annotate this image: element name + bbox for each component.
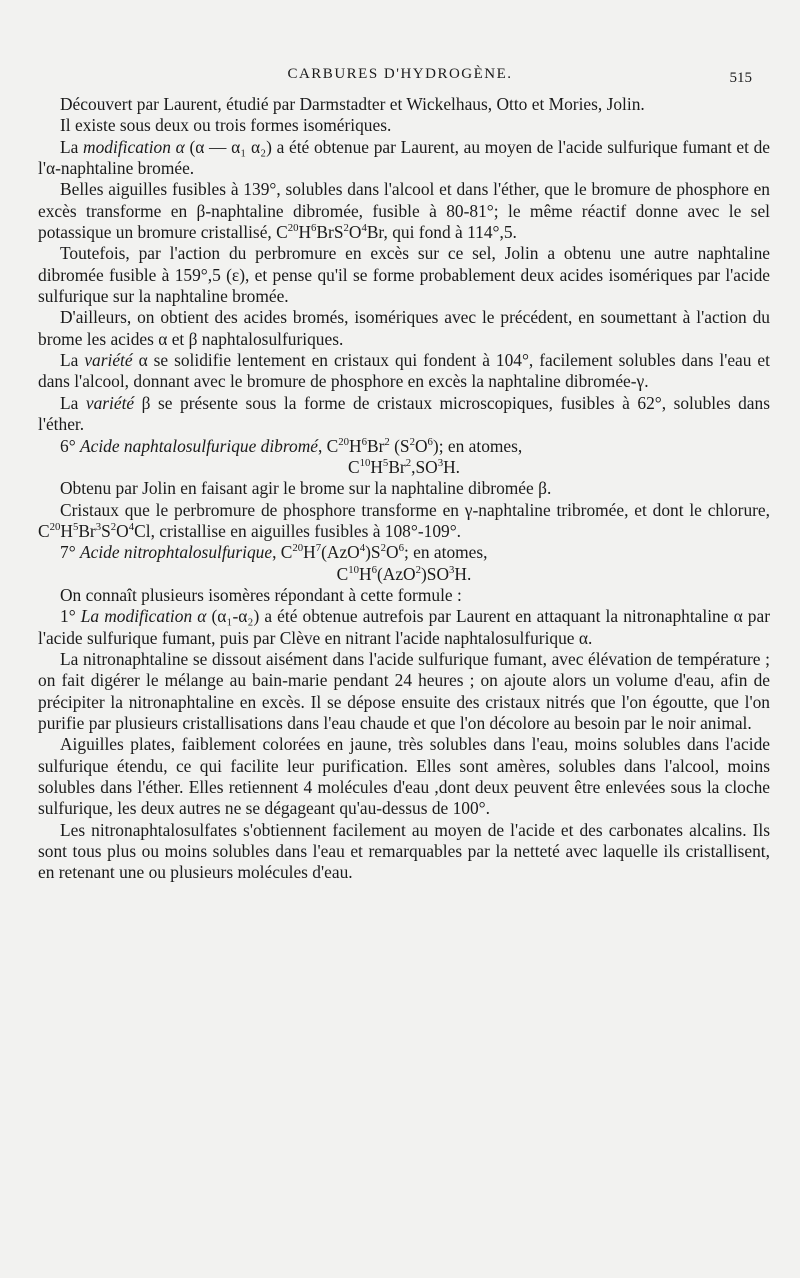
paragraph: Il existe sous deux ou trois formes isomériques. — [60, 115, 392, 136]
formula: $C^{10}H^6(AzO^2)SO^3H$. — [336, 563, 472, 584]
paragraph: Belles aiguilles fusibles à 139°, solubles dans l'alcool et dans l'éther, que le bromure de phosphore en excès transforme en β-naphtaline dibromée, fusible à 80-81°; le même réactif donne avec le sel potassique un bromure cristallisé, $C^{20}H^6BrS^2O^4Br$, qui fond à 114°,5. — [38, 179, 770, 243]
paragraph: La variété α se solidifie lentement en cristaux qui fondent à 104°, facilement solubles dans l'eau et dans l'alcool, donnant avec le bromure de phosphore en excès la naphtaline dibromée-γ. — [38, 350, 770, 392]
paragraph: Découvert par Laurent, étudié par Darmstadter et Wickelhaus, Otto et Mories, Jolin. — [60, 94, 645, 114]
formula: $C^{10}H^5Br^2,SO^3H$. — [347, 456, 460, 477]
page-number: 515 — [729, 70, 752, 86]
paragraph: Les nitronaphtalosulfates s'obtiennent facilement au moyen de l'acide et des carbonates alcalins. Ils sont tous plus ou moins solubles dans l'eau et remarquables par la netteté avec laquelle ils cristallisent, en retenant une ou plusieurs molécules d'eau. — [38, 819, 770, 883]
running-title: CARBURES D'HYDROGÈNE. — [287, 66, 513, 82]
section-heading: 6° Acide naphtalosulfurique dibromé, $C^{20}H^6Br^2$ $(S^2O^6)$; en atomes, — [60, 435, 523, 456]
paragraph: D'ailleurs, on obtient des acides bromés, isomériques avec le précédent, en soumettant à l'action du brome les acides α et β naphtalosulfuriques. — [38, 307, 770, 349]
paragraph: La modification α (α — α₁ α₂) a été obtenue par Laurent, au moyen de l'acide sulfurique fumant et de l'α-naphtaline bromée. — [38, 136, 770, 179]
paragraph: On connaît plusieurs isomères répondant à cette formule : — [60, 584, 462, 605]
paragraph: La nitronaphtaline se dissout aisément dans l'acide sulfurique fumant, avec élévation de température ; on fait digérer le mélange au bain-marie pendant 24 heures ; on ajoute alors un volume d'eau, afin de précipiter la nitronaphtaline en excès. Il se dépose ensuite des cristaux nitrés que l'on égoutte, que l'on purifie par plusieurs cristallisations dans l'eau chaude et que l'on décolore au besoin par le noir animal. — [38, 648, 770, 733]
section-heading: 7° Acide nitrophtalosulfurique, $C^{20}H^7(AzO^4)S^2O^6$; en atomes, — [60, 542, 488, 563]
running-header — [0, 64, 800, 88]
body-text — [38, 94, 770, 884]
section-heading: 1° La modification α (α₁-α₂) a été obtenue autrefois par Laurent en attaquant la nitronaphtaline α par l'acide sulfurique fumant, puis par Clève en nitrant l'acide naphtalosulfurique α. — [38, 606, 771, 648]
paragraph: La variété β se présente sous la forme de cristaux microscopiques, fusibles à 62°, solubles dans l'éther. — [38, 392, 770, 435]
paragraph: Obtenu par Jolin en faisant agir le brome sur la naphtaline dibromée β. — [60, 478, 552, 499]
paragraph: Aiguilles plates, faiblement colorées en jaune, très solubles dans l'eau, moins solubles dans l'acide sulfurique étendu, ce qui facilite leur purification. Elles sont amères, solubles dans l'alcool, moins solubles dans l'éther. Elles retiennent 4 molécules d'eau ,dont deux peuvent être enlevées sous la cloche sulfurique, les deux autres ne se dégageant qu'au-dessus de 100°. — [38, 734, 770, 819]
paragraph: Cristaux que le perbromure de phosphore transforme en γ-naphtaline tribromée, et dont le chlorure, $C^{20}H^5Br^3S^2O^4Cl$, cristallise en aiguilles fusibles à 108°-109°. — [38, 499, 770, 541]
paragraph: Toutefois, par l'action du perbromure en excès sur ce sel, Jolin a obtenu une autre naphtaline dibromée fusible à 159°,5 (ε), et pense qu'il se forme probablement deux acides isomériques par l'acide sulfurique sur la naphtaline bromée. — [38, 243, 770, 307]
